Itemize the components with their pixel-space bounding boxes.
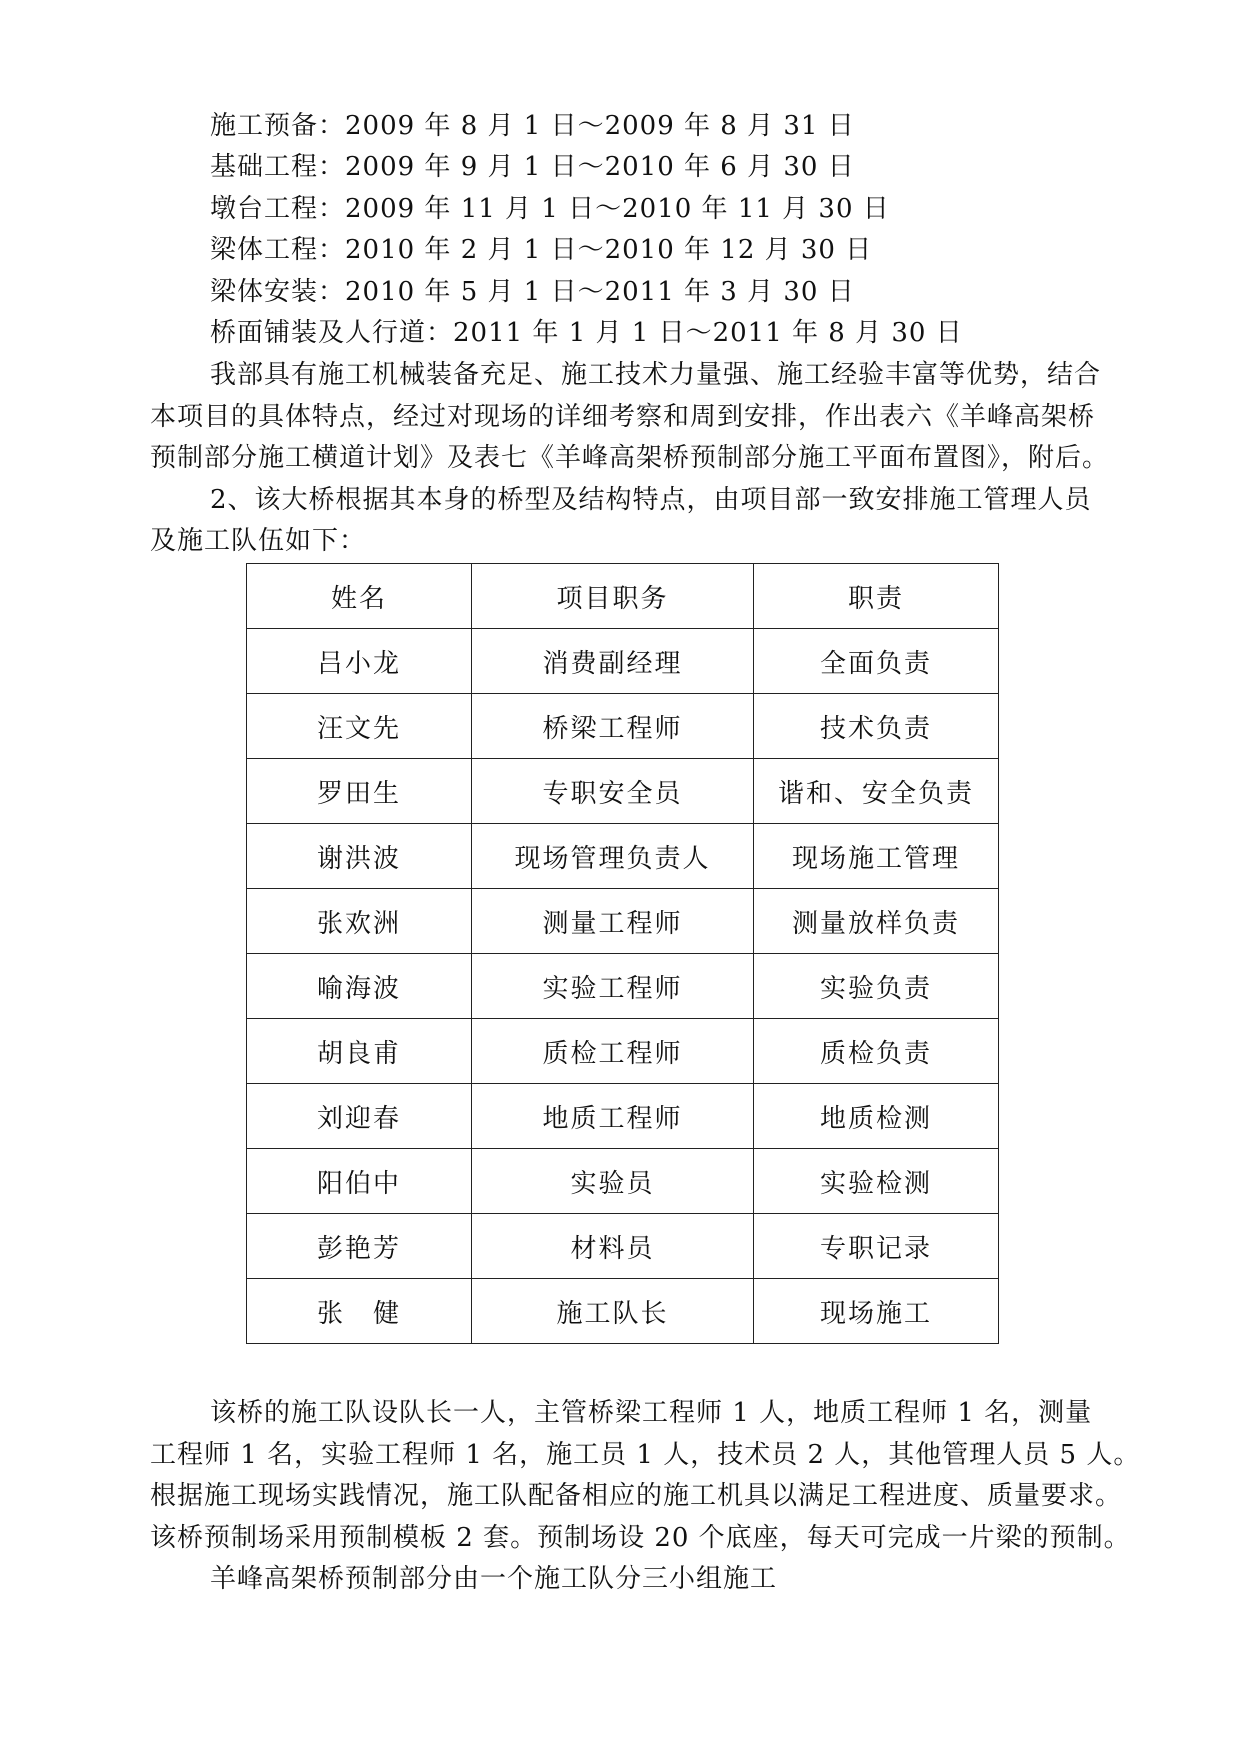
cell-position: 实验工程师 <box>472 954 754 1019</box>
cell-name: 胡良甫 <box>247 1019 472 1084</box>
staff-table <box>246 563 999 1344</box>
cell-position: 测量工程师 <box>472 889 754 954</box>
cell-position: 专职安全员 <box>472 759 754 824</box>
cell-duty: 实验检测 <box>754 1149 999 1214</box>
cell-name: 阳伯中 <box>247 1149 472 1214</box>
cell-duty: 现场施工 <box>754 1279 999 1344</box>
table-row <box>247 694 999 759</box>
schedule-line-preparation: 施工预备：2009 年 8 月 1 日～2009 年 8 月 31 日 <box>210 111 855 141</box>
cell-name: 张欢洲 <box>247 889 472 954</box>
cell-position: 施工队长 <box>472 1279 754 1344</box>
cell-position: 现场管理负责人 <box>472 824 754 889</box>
cell-duty: 测量放样负责 <box>754 889 999 954</box>
cell-duty: 地质检测 <box>754 1084 999 1149</box>
table-row <box>247 1019 999 1084</box>
table-row <box>247 1084 999 1149</box>
cell-duty: 质检负责 <box>754 1019 999 1084</box>
table-row <box>247 824 999 889</box>
intro-paragraph-line: 预制部分施工横道计划》及表七《羊峰高架桥预制部分施工平面布置图》，附后。 <box>150 443 1110 473</box>
cell-name: 张 健 <box>247 1279 472 1344</box>
header-duty: 职责 <box>754 564 999 629</box>
cell-name: 彭艳芳 <box>247 1214 472 1279</box>
cell-position: 材料员 <box>472 1214 754 1279</box>
intro-paragraph-line: 本项目的具体特点，经过对现场的详细考察和周到安排，作出表六《羊峰高架桥 <box>150 402 1096 432</box>
table-row <box>247 759 999 824</box>
cell-duty: 专职记录 <box>754 1214 999 1279</box>
schedule-line-foundation: 基础工程：2009 年 9 月 1 日～2010 年 6 月 30 日 <box>210 152 855 182</box>
team-paragraph-line: 工程师 1 名，实验工程师 1 名，施工员 1 人，技术员 2 人，其他管理人员 5 人。 <box>150 1440 1141 1470</box>
cell-name: 汪文先 <box>247 694 472 759</box>
schedule-line-beam-body: 梁体工程：2010 年 2 月 1 日～2010 年 12 月 30 日 <box>210 235 873 265</box>
cell-duty: 实验负责 <box>754 954 999 1019</box>
schedule-line-beam-install: 梁体安装：2010 年 5 月 1 日～2011 年 3 月 30 日 <box>210 277 855 307</box>
cell-position: 消费副经理 <box>472 629 754 694</box>
table-header-row <box>247 564 999 629</box>
table-row <box>247 1149 999 1214</box>
team-paragraph-line: 根据施工现场实践情况，施工队配备相应的施工机具以满足工程进度、质量要求。 <box>150 1481 1123 1511</box>
cell-name: 吕小龙 <box>247 629 472 694</box>
cell-duty: 全面负责 <box>754 629 999 694</box>
closing-line: 羊峰高架桥预制部分由一个施工队分三小组施工 <box>210 1564 778 1594</box>
intro-paragraph-line: 我部具有施工机械装备充足、施工技术力量强、施工经验丰富等优势，结合 <box>210 360 1102 390</box>
cell-duty: 技术负责 <box>754 694 999 759</box>
team-paragraph-line: 该桥的施工队设队长一人，主管桥梁工程师 1 人，地质工程师 1 名，测量 <box>210 1398 1093 1428</box>
cell-name: 喻海波 <box>247 954 472 1019</box>
table-row <box>247 629 999 694</box>
cell-duty: 现场施工管理 <box>754 824 999 889</box>
schedule-line-deck: 桥面铺装及人行道：2011 年 1 月 1 日～2011 年 8 月 30 日 <box>210 318 963 348</box>
cell-position: 桥梁工程师 <box>472 694 754 759</box>
header-name: 姓名 <box>247 564 472 629</box>
table-row <box>247 1279 999 1344</box>
cell-name: 谢洪波 <box>247 824 472 889</box>
table-row <box>247 954 999 1019</box>
table-row <box>247 889 999 954</box>
cell-position: 地质工程师 <box>472 1084 754 1149</box>
cell-position: 质检工程师 <box>472 1019 754 1084</box>
cell-position: 实验员 <box>472 1149 754 1214</box>
staff-intro-line: 2、该大桥根据其本身的桥型及结构特点，由项目部一致安排施工管理人员 <box>210 485 1092 515</box>
cell-name: 刘迎春 <box>247 1084 472 1149</box>
table-row <box>247 1214 999 1279</box>
team-paragraph-line: 该桥预制场采用预制模板 2 套。预制场设 20 个底座，每天可完成一片梁的预制。 <box>150 1523 1131 1553</box>
schedule-line-pier: 墩台工程：2009 年 11 月 1 日～2010 年 11 月 30 日 <box>210 194 890 224</box>
cell-name: 罗田生 <box>247 759 472 824</box>
cell-duty: 谐和、安全负责 <box>754 759 999 824</box>
header-position: 项目职务 <box>472 564 754 629</box>
staff-intro-line: 及施工队伍如下： <box>150 526 367 556</box>
